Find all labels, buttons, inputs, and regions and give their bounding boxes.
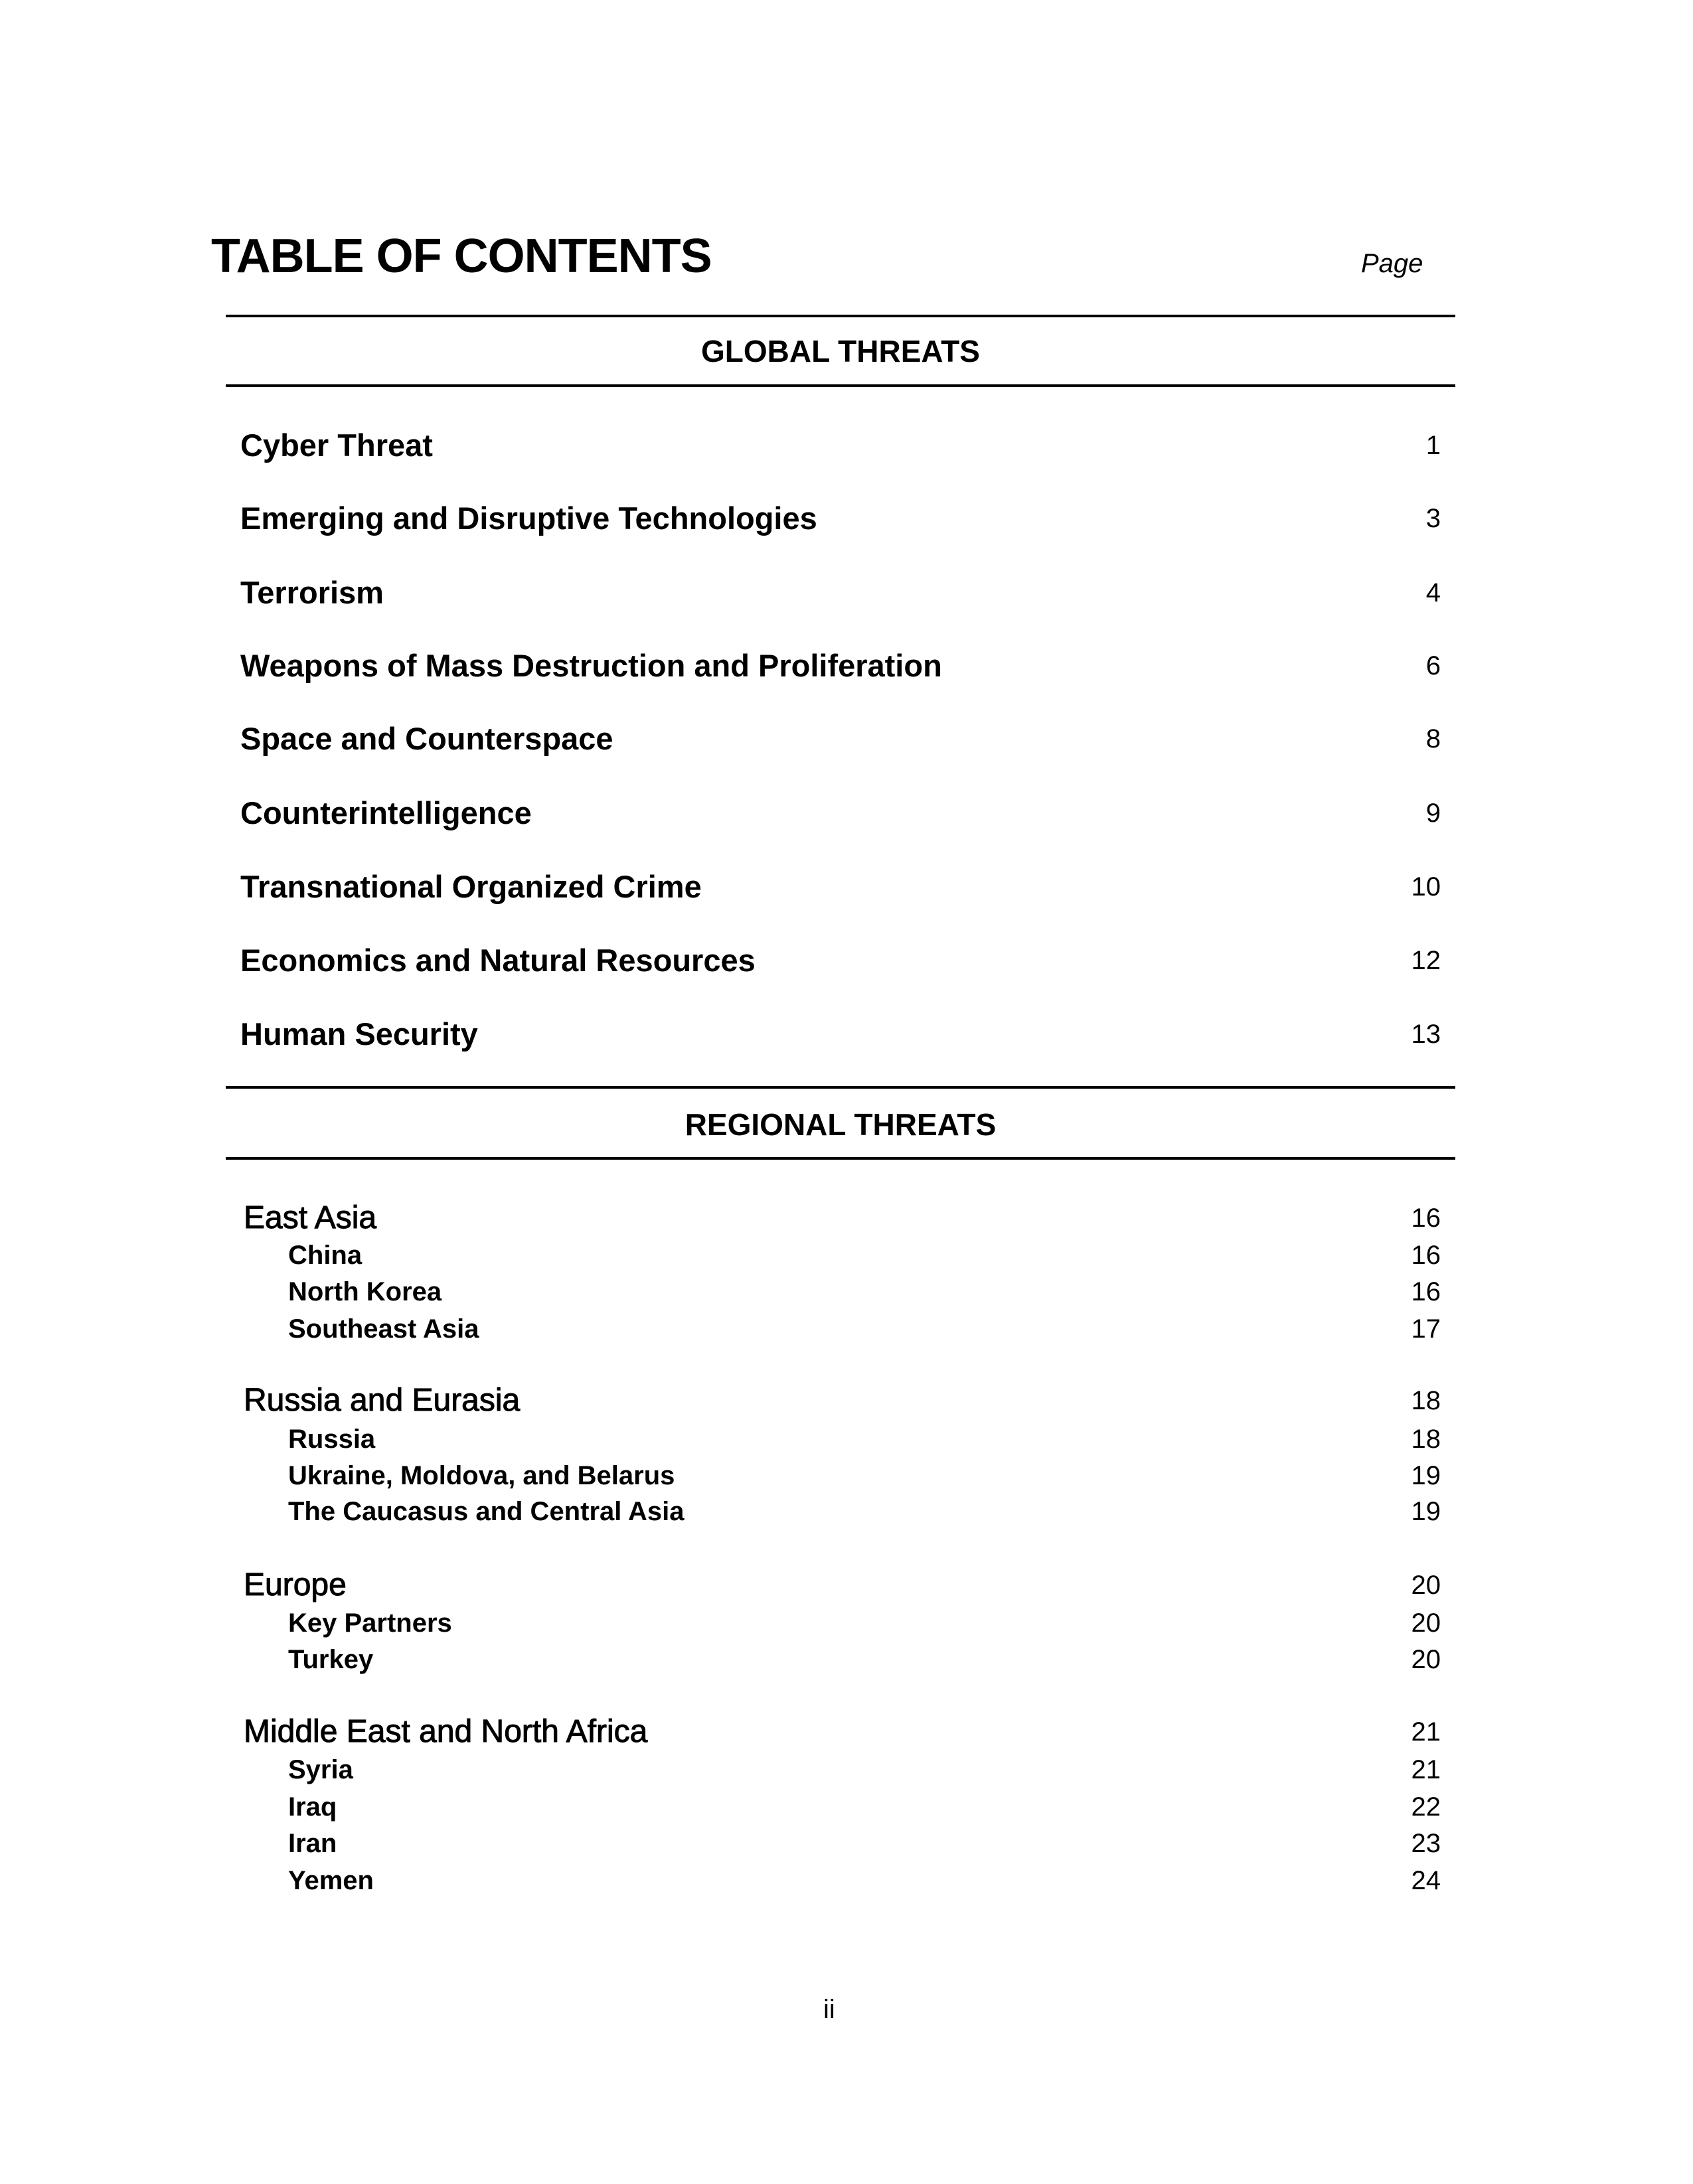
toc-entry[interactable]	[0, 499, 1693, 538]
toc-subentry[interactable]	[0, 1787, 1693, 1827]
entry-page-number: 19	[1411, 1461, 1441, 1490]
toc-entry[interactable]	[0, 719, 1693, 759]
entry-title: Key Partners	[288, 1608, 452, 1638]
entry-title: Russia	[288, 1425, 376, 1454]
toc-entry[interactable]	[0, 867, 1693, 907]
toc-entry[interactable]	[0, 941, 1693, 980]
toc-subentry[interactable]	[0, 1235, 1693, 1275]
entry-title: Middle East and North Africa	[244, 1714, 648, 1749]
toc-subentry[interactable]	[0, 1492, 1693, 1531]
entry-page-number: 4	[1425, 578, 1441, 607]
entry-page-number: 10	[1411, 872, 1441, 901]
entry-page-number: 1	[1425, 431, 1441, 460]
toc-region-entry[interactable]	[0, 1565, 1693, 1605]
entry-title: Economics and Natural Resources	[240, 943, 756, 978]
entry-title: Cyber Threat	[240, 428, 433, 463]
entry-title: Russia and Eurasia	[244, 1383, 521, 1418]
entry-title: Syria	[288, 1755, 353, 1784]
toc-entry[interactable]	[0, 573, 1693, 613]
entry-title: The Caucasus and Central Asia	[288, 1497, 685, 1526]
entry-title: Iraq	[288, 1792, 337, 1822]
entry-title: Iran	[288, 1829, 337, 1858]
divider	[226, 1086, 1455, 1089]
toc-subentry[interactable]	[0, 1750, 1693, 1790]
divider	[226, 315, 1455, 317]
entry-title: Weapons of Mass Destruction and Proliferation	[240, 648, 942, 683]
section-heading-regional-threats: REGIONAL THREATS	[685, 1107, 997, 1142]
entry-title: Southeast Asia	[288, 1314, 479, 1344]
entry-page-number: 21	[1411, 1717, 1441, 1747]
toc-subentry[interactable]	[0, 1419, 1693, 1459]
entry-title: Europe	[244, 1567, 347, 1602]
entry-title: Emerging and Disruptive Technologies	[240, 501, 817, 536]
entry-page-number: 18	[1411, 1425, 1441, 1454]
entry-title: North Korea	[288, 1277, 442, 1306]
toc-entry[interactable]	[0, 426, 1693, 465]
toc-region-entry[interactable]	[0, 1381, 1693, 1421]
toc-subentry[interactable]	[0, 1824, 1693, 1863]
toc-entry[interactable]	[0, 646, 1693, 686]
entry-page-number: 24	[1411, 1866, 1441, 1895]
toc-region-entry[interactable]	[0, 1198, 1693, 1238]
entry-title: Space and Counterspace	[240, 721, 613, 756]
entry-page-number: 17	[1411, 1314, 1441, 1344]
entry-page-number: 18	[1411, 1386, 1441, 1415]
divider	[226, 384, 1455, 387]
toc-entry[interactable]	[0, 1014, 1693, 1054]
toc-subentry[interactable]	[0, 1309, 1693, 1349]
divider	[226, 1157, 1455, 1160]
page-number: ii	[823, 1995, 835, 2024]
entry-page-number: 20	[1411, 1645, 1441, 1674]
toc-subentry[interactable]	[0, 1640, 1693, 1679]
entry-page-number: 6	[1425, 651, 1441, 680]
page-title: TABLE OF CONTENTS	[211, 230, 712, 283]
entry-title: Yemen	[288, 1866, 374, 1895]
entry-title: Transnational Organized Crime	[240, 869, 702, 904]
entry-page-number: 13	[1411, 1020, 1441, 1049]
toc-entry[interactable]	[0, 793, 1693, 833]
toc-subentry[interactable]	[0, 1272, 1693, 1312]
entry-page-number: 9	[1425, 799, 1441, 828]
entry-page-number: 12	[1411, 946, 1441, 975]
entry-title: China	[288, 1241, 363, 1270]
entry-page-number: 22	[1411, 1792, 1441, 1822]
toc-region-entry[interactable]	[0, 1712, 1693, 1752]
entry-page-number: 3	[1425, 504, 1441, 533]
entry-title: Counterintelligence	[240, 795, 532, 830]
entry-page-number: 16	[1411, 1277, 1441, 1306]
section-heading-global-threats: GLOBAL THREATS	[701, 334, 980, 368]
entry-title: Ukraine, Moldova, and Belarus	[288, 1461, 675, 1490]
toc-subentry[interactable]	[0, 1861, 1693, 1901]
entry-page-number: 19	[1411, 1497, 1441, 1526]
entry-page-number: 16	[1411, 1241, 1441, 1270]
entry-title: East Asia	[244, 1200, 377, 1235]
entry-page-number: 8	[1425, 724, 1441, 753]
entry-title: Human Security	[240, 1016, 478, 1052]
entry-page-number: 16	[1411, 1204, 1441, 1233]
entry-page-number: 23	[1411, 1829, 1441, 1858]
toc-subentry[interactable]	[0, 1456, 1693, 1496]
entry-page-number: 21	[1411, 1755, 1441, 1784]
entry-page-number: 20	[1411, 1608, 1441, 1638]
entry-title: Turkey	[288, 1645, 374, 1674]
toc-subentry[interactable]	[0, 1603, 1693, 1643]
entry-title: Terrorism	[240, 575, 384, 610]
entry-page-number: 20	[1411, 1571, 1441, 1600]
page-column-label: Page	[1361, 249, 1423, 278]
